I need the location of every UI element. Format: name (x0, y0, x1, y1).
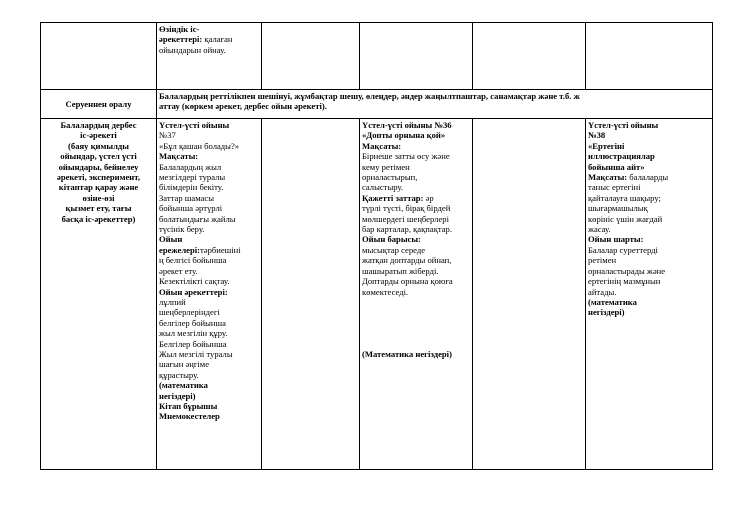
game-36-text (362, 120, 470, 297)
text-line: әрекеті, эксперимент, (57, 172, 140, 183)
game-37-text (159, 120, 259, 422)
document-page (40, 22, 712, 470)
text-line: ойындары, бейнелеу (58, 161, 139, 172)
text-line: «Ертегіні (588, 140, 625, 151)
text-line: (математика (588, 296, 637, 307)
text-line: Балалардың жыл (159, 161, 222, 172)
text-line: басқа іс-әрекеттер) (61, 213, 136, 224)
text-line: жасау. (588, 224, 611, 235)
text-line: әрекет ету. (159, 265, 198, 276)
table-cell (157, 119, 262, 470)
text-line: мөлшердегі шеңберлері (362, 213, 449, 224)
text-line: Балалардың реттілікпен шешінуі, жұмбақтар шешу, өлеңдер, әндер жаңылтпаштар, санамақтар және т.б. ж (159, 91, 580, 101)
table-cell (262, 23, 360, 90)
text-line: ережелері:тәрбиешіні (159, 244, 241, 255)
text-line: жыл мезгілін құру. (159, 328, 228, 339)
row-label: Серуеннен оралу (41, 90, 157, 119)
text-line: кему ретімен (362, 161, 410, 172)
text-line: бойынша әртүрлі (159, 203, 223, 214)
table-cell (586, 23, 713, 90)
text-line: әрекеттері: қалаған (159, 34, 233, 45)
table-cell (360, 23, 473, 90)
game-38-text (588, 120, 710, 318)
text-line: ң белгісі бойынша (159, 255, 227, 266)
text-line: иллюстрациялар (588, 151, 655, 162)
text-line: Үстел-үсті ойыны (159, 120, 230, 130)
text-line: қызмет ету, тағы (65, 203, 132, 214)
text-line: ойындарын ойнау. (159, 44, 226, 55)
text-line: түсінік беру. (159, 224, 205, 235)
text-line: Ойын әрекеттері: (159, 286, 228, 297)
text-line: Мақсаты: балаларды (588, 172, 669, 183)
game-36-footer: (Математика негіздері) (362, 348, 452, 359)
text-line: бойынша айт» (588, 161, 645, 172)
text-line: болатындығы жайлы (159, 213, 236, 224)
text-line: қайталауға шақыру; (588, 192, 661, 203)
text-line: бар карталар, қақпақтар. (362, 224, 452, 235)
text-line: шығармашылық (588, 203, 648, 214)
table-cell (41, 23, 157, 90)
text-line: айтады. (588, 286, 617, 297)
schedule-table (40, 22, 713, 470)
text-line: Үстел-үсті ойыны (588, 120, 659, 130)
text-line: (математика (159, 380, 208, 391)
text-line: шеңберлеріндегі (159, 307, 220, 318)
text-line: орналастырып, (362, 172, 418, 183)
text-line: негіздері) (588, 307, 625, 318)
text-line: Ойын (159, 234, 183, 245)
text-line: лұлпий (159, 296, 186, 307)
text-line: өзіне-өзі (82, 192, 115, 203)
text-line: Мақсаты: (159, 151, 199, 162)
table-row (41, 90, 713, 119)
table-cell (157, 23, 262, 90)
text-line: Балалардың дербес (60, 120, 137, 130)
text-line: шағын әңгіме (159, 359, 210, 370)
text-line: негіздері) (159, 390, 196, 401)
text-line: Қажетті заттар: әр (362, 192, 434, 203)
text-line: №37 (159, 130, 176, 141)
row-label (41, 119, 157, 470)
table-row (41, 119, 713, 470)
text-line: шашыратып жіберді. (362, 265, 439, 276)
text-line: Балалар суреттерді (588, 244, 658, 255)
table-row (41, 23, 713, 90)
text-line: кітаптар қарау және (58, 182, 139, 193)
text-line: құрастыру. (159, 369, 199, 380)
text-line: Доптарды орнына қоюға (362, 276, 453, 287)
text-line: Жыл мезгілі туралы (159, 348, 233, 359)
text-line: ойындар, үстел үсті (60, 151, 137, 162)
text-line: «Допты орнына қой» (362, 130, 446, 141)
text-line: мысықтар середе (362, 244, 426, 255)
text-line: мезгілдері туралы (159, 172, 226, 183)
text-line: Белгілер бойынша (159, 338, 227, 349)
text-line: ертегінің мазмұнын (588, 276, 661, 287)
text-line: жатқан доптарды ойнап, (362, 255, 452, 266)
text-line: Заттар шамасы (159, 192, 214, 203)
text-line: ретімен (588, 255, 617, 266)
text-line: Мақсаты: (362, 140, 402, 151)
text-line: білімдерін бекіту. (159, 182, 224, 193)
text-line: Бірнеше затты өсу және (362, 151, 450, 162)
text-line: Ойын барысы: (362, 234, 421, 245)
text-line: №38 (588, 130, 606, 141)
text-line: Мнемокестелер (159, 411, 220, 422)
text-line: Үстел-үсті ойыны №36 (362, 120, 452, 130)
table-cell (473, 23, 586, 90)
table-cell (473, 119, 586, 470)
text-line: түрлі түсті, бірақ бірдей (362, 203, 451, 214)
table-cell (360, 119, 473, 470)
text-line: аттау (көркем әрекет, дербес ойын әрекеті). (159, 101, 327, 112)
text-line: іс-әрекеті (80, 130, 117, 141)
text-line: көрініс үшін жағдай (588, 213, 663, 224)
row-label-lines (43, 120, 154, 224)
text-line: көмектеседі. (362, 286, 409, 297)
independent-activity-text (159, 24, 259, 55)
text-line: таныс ертегіні (588, 182, 641, 193)
text-line: салыстыру. (362, 182, 403, 193)
text-line: (баяу қимылды (68, 140, 129, 151)
text-line: Кітап бұрышы (159, 400, 218, 411)
text-line: Кезектілікті сақтау. (159, 276, 230, 287)
return-from-walk-text (157, 90, 713, 119)
table-cell (262, 119, 360, 470)
text-line: Өзіндік іс- (159, 24, 200, 34)
text-line: белгілер бойынша (159, 317, 226, 328)
text-line: «Бұл қашан болады?» (159, 140, 240, 151)
text-line: Ойын шарты: (588, 234, 644, 245)
text-line: орналастырады және (588, 265, 666, 276)
table-cell (586, 119, 713, 470)
